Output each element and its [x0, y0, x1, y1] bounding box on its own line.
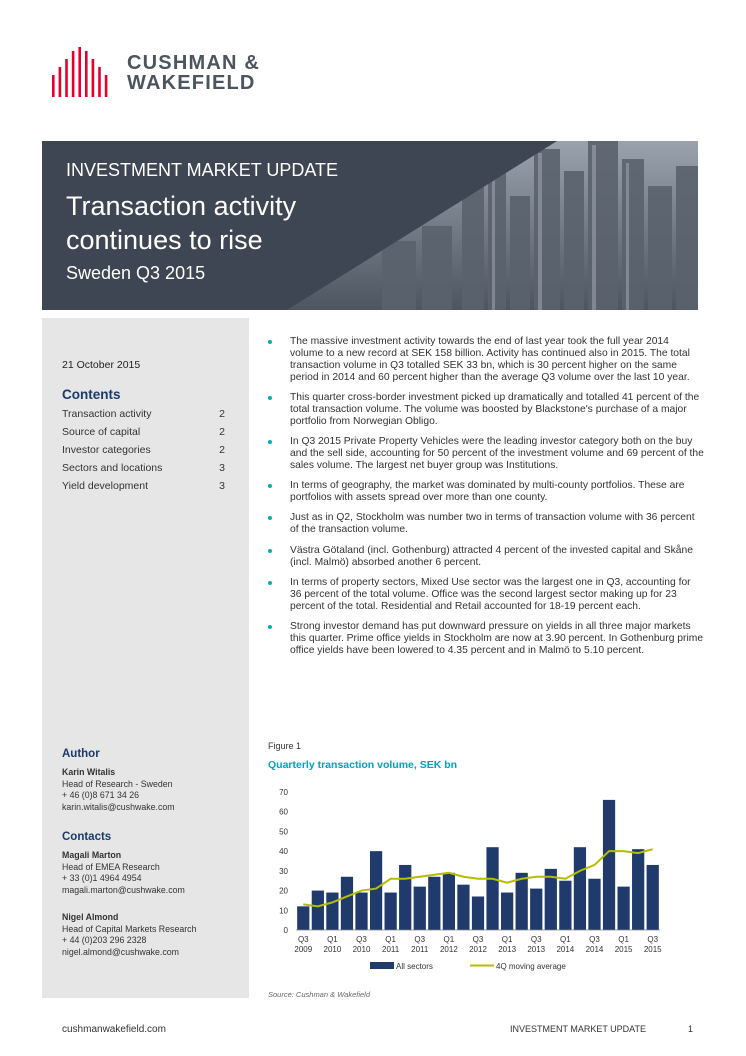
x-tick-quarter: Q3 [472, 935, 484, 944]
report-series-label: INVESTMENT MARKET UPDATE [66, 160, 339, 180]
legend-label-moving-average: 4Q moving average [496, 962, 566, 971]
list-item: Västra Götaland (incl. Gothenburg) attracted 4 percent of the invested capital and Skåne (incl. Malmö) absorbed another 6 percent. [268, 545, 704, 569]
bar-all-sectors [385, 893, 397, 930]
toc-item-label: Investor categories [62, 444, 151, 456]
publication-date: 21 October 2015 [62, 359, 141, 371]
bar-all-sectors [603, 800, 615, 930]
author-role: Head of Research - Sweden [62, 778, 173, 789]
figure-label: Figure 1 [268, 741, 302, 751]
x-tick-year: 2011 [411, 945, 429, 954]
x-tick-quarter: Q3 [530, 935, 542, 944]
bar-all-sectors [341, 877, 353, 930]
toc-item-label: Source of capital [62, 426, 141, 438]
bar-all-sectors [632, 849, 644, 930]
bar-all-sectors [457, 885, 469, 930]
contact-phone: + 33 (0)1 4964 4954 [62, 873, 142, 884]
report-title-line-2: continues to rise [66, 225, 263, 255]
x-tick-year: 2013 [498, 945, 517, 954]
contact-role: Head of EMEA Research [62, 861, 160, 872]
list-item: In Q3 2015 Private Property Vehicles were the leading investor category both on the buy and the sell side, accounting for 50 percent of the investment volume and 69 percent of the sales volume. The largest net buyer group was Institutions. [268, 436, 704, 472]
brand-wordmark [127, 53, 260, 93]
footer-series-label: INVESTMENT MARKET UPDATE [510, 1024, 647, 1034]
bar-all-sectors [574, 847, 586, 930]
brand-line-1: CUSHMAN & [127, 52, 261, 74]
report-title [66, 189, 296, 257]
list-item: This quarter cross-border investment picked up dramatically and totalled 41 percent of the total transaction volume. The volume was boosted by Blackstone's purchase of a major portfolio from Norwegian Obligo. [268, 392, 704, 428]
list-item: In terms of geography, the market was dominated by multi-county portfolios. These are portfolios with assets spread over more than one county. [268, 480, 704, 504]
bar-all-sectors [559, 881, 571, 930]
bar-all-sectors [312, 891, 324, 930]
bar-all-sectors [530, 889, 542, 930]
toc-item-page: 2 [219, 444, 225, 456]
x-tick-quarter: Q3 [297, 935, 309, 944]
toc-item-label: Sectors and locations [62, 462, 163, 474]
y-tick-label: 40 [279, 847, 288, 857]
logo-bar [52, 75, 55, 97]
bar-all-sectors [326, 893, 338, 930]
x-tick-year: 2012 [469, 945, 487, 954]
bar-all-sectors [501, 893, 513, 930]
toc-item-label: Yield development [62, 480, 148, 492]
report-subtitle: Sweden Q3 2015 [66, 263, 206, 283]
sidebar [42, 318, 249, 998]
x-tick-quarter: Q1 [327, 935, 338, 944]
y-tick-label: 60 [279, 807, 288, 817]
contacts-heading: Contacts [62, 831, 112, 843]
x-tick-quarter: Q1 [560, 935, 571, 944]
contact-card [62, 912, 196, 959]
contact-card [62, 850, 185, 897]
x-tick-year: 2014 [556, 945, 575, 954]
list-item: Just as in Q2, Stockholm was number two in terms of transaction volume with 36 percent of the transaction volume. [268, 512, 704, 536]
figure-source: Source: Cushman & Wakefield [268, 990, 370, 999]
x-tick-year: 2015 [643, 945, 662, 954]
legend-swatch-all-sectors [370, 962, 394, 969]
logo-bar [98, 67, 101, 97]
toc-item-page: 3 [219, 462, 225, 474]
logo-bar [78, 47, 81, 97]
logo-bar [92, 59, 95, 97]
x-tick-year: 2011 [382, 945, 400, 954]
list-item: The massive investment activity towards the end of last year took the full year 2014 volume to a new record at SEK 158 billion. Activity has continued also in 2015. The total transaction volume in Q3 totalled SEK 33 bn, which is 30 percent higher on the same period in 2014 and 60 percent higher than the average Q3 volume over the last 10 year. [268, 336, 704, 384]
x-tick-year: 2015 [614, 945, 633, 954]
toc-item[interactable] [62, 444, 225, 462]
contact-name: Nigel Almond [62, 912, 119, 922]
y-tick-label: 70 [279, 788, 288, 797]
contact-email[interactable]: nigel.almond@cushwake.com [62, 947, 179, 958]
contact-role: Head of Capital Markets Research [62, 923, 197, 934]
y-tick-label: 50 [279, 827, 288, 837]
figure-title: Quarterly transaction volume, SEK bn [268, 759, 458, 771]
x-tick-year: 2012 [439, 945, 458, 954]
bar-all-sectors [428, 877, 440, 930]
author-email[interactable]: karin.witalis@cushwake.com [62, 802, 175, 813]
x-tick-quarter: Q1 [501, 935, 513, 944]
toc-item[interactable] [62, 480, 225, 498]
bar-all-sectors [297, 906, 309, 930]
toc-item-label: Transaction activity [62, 408, 152, 420]
toc-item[interactable] [62, 408, 225, 426]
y-tick-label: 20 [279, 886, 288, 896]
x-tick-quarter: Q1 [385, 935, 396, 944]
logo-bar [65, 59, 68, 97]
toc-item-page: 2 [219, 426, 225, 438]
x-tick-year: 2013 [527, 945, 546, 954]
x-tick-quarter: Q3 [414, 935, 426, 944]
y-tick-label: 10 [279, 906, 288, 916]
author-phone: + 46 (0)8 671 34 26 [62, 790, 140, 801]
toc-item-page: 2 [219, 408, 225, 420]
logo-bar [85, 51, 88, 97]
contact-name: Magali Marton [62, 850, 122, 860]
logo-bar [59, 67, 62, 97]
bar-all-sectors [399, 865, 411, 930]
legend-label-all-sectors: All sectors [396, 962, 433, 971]
x-tick-quarter: Q3 [589, 935, 600, 944]
bar-all-sectors [588, 879, 600, 930]
x-tick-quarter: Q3 [356, 935, 367, 944]
footer-page-number: 1 [688, 1024, 694, 1034]
bar-all-sectors [355, 893, 367, 930]
y-tick-label: 30 [279, 866, 288, 876]
x-tick-year: 2010 [323, 945, 342, 954]
contact-email[interactable]: magali.marton@cushwake.com [62, 885, 185, 896]
brand-line-2: WAKEFIELD [127, 72, 256, 94]
footer-website[interactable]: cushmanwakefield.com [62, 1024, 166, 1035]
bar-all-sectors [414, 887, 426, 930]
bar-all-sectors [370, 851, 382, 930]
hero-banner [42, 141, 698, 310]
logo-bar [105, 75, 108, 97]
author-heading: Author [62, 748, 100, 760]
y-tick-label: 0 [283, 926, 288, 935]
x-tick-year: 2009 [294, 945, 313, 954]
list-item: Strong investor demand has put downward pressure on yields in all three major markets this quarter. Prime office yields in Stockholm are now at 3.90 percent. In Gothenburg prime office yields have been lowered to 4.35 percent and in Malmö to 5.10 percent. [268, 621, 704, 657]
x-tick-year: 2010 [352, 945, 371, 954]
toc-item[interactable] [62, 462, 225, 480]
report-title-line-1: Transaction activity [66, 191, 297, 221]
table-of-contents [62, 408, 225, 498]
toc-item-page: 3 [219, 480, 225, 492]
bar-all-sectors [472, 896, 484, 930]
list-item: In terms of property sectors, Mixed Use sector was the largest one in Q3, accounting for 36 percent of the total volume. Office was the second largest sector making up for 23 percent of the total. Residential and Retail accounted for 18-19 percent each. [268, 577, 704, 613]
author-card [62, 767, 175, 814]
author-name: Karin Witalis [62, 767, 116, 777]
x-tick-quarter: Q1 [443, 935, 455, 944]
x-tick-quarter: Q1 [618, 935, 629, 944]
x-tick-quarter: Q3 [647, 935, 659, 944]
contents-heading: Contents [62, 387, 121, 402]
bar-all-sectors [486, 847, 498, 930]
cushman-wakefield-logo-mark-icon [50, 47, 112, 97]
transaction-volume-chart [266, 780, 676, 980]
x-tick-year: 2014 [585, 945, 604, 954]
bar-all-sectors [647, 865, 659, 930]
bar-all-sectors [443, 873, 455, 930]
toc-item[interactable] [62, 426, 225, 444]
bar-all-sectors [516, 873, 528, 930]
brand-logo [50, 47, 290, 99]
contact-phone: + 44 (0)203 296 2328 [62, 935, 147, 946]
bar-all-sectors [617, 887, 629, 930]
logo-bar [72, 51, 75, 97]
key-points-list [268, 336, 704, 665]
